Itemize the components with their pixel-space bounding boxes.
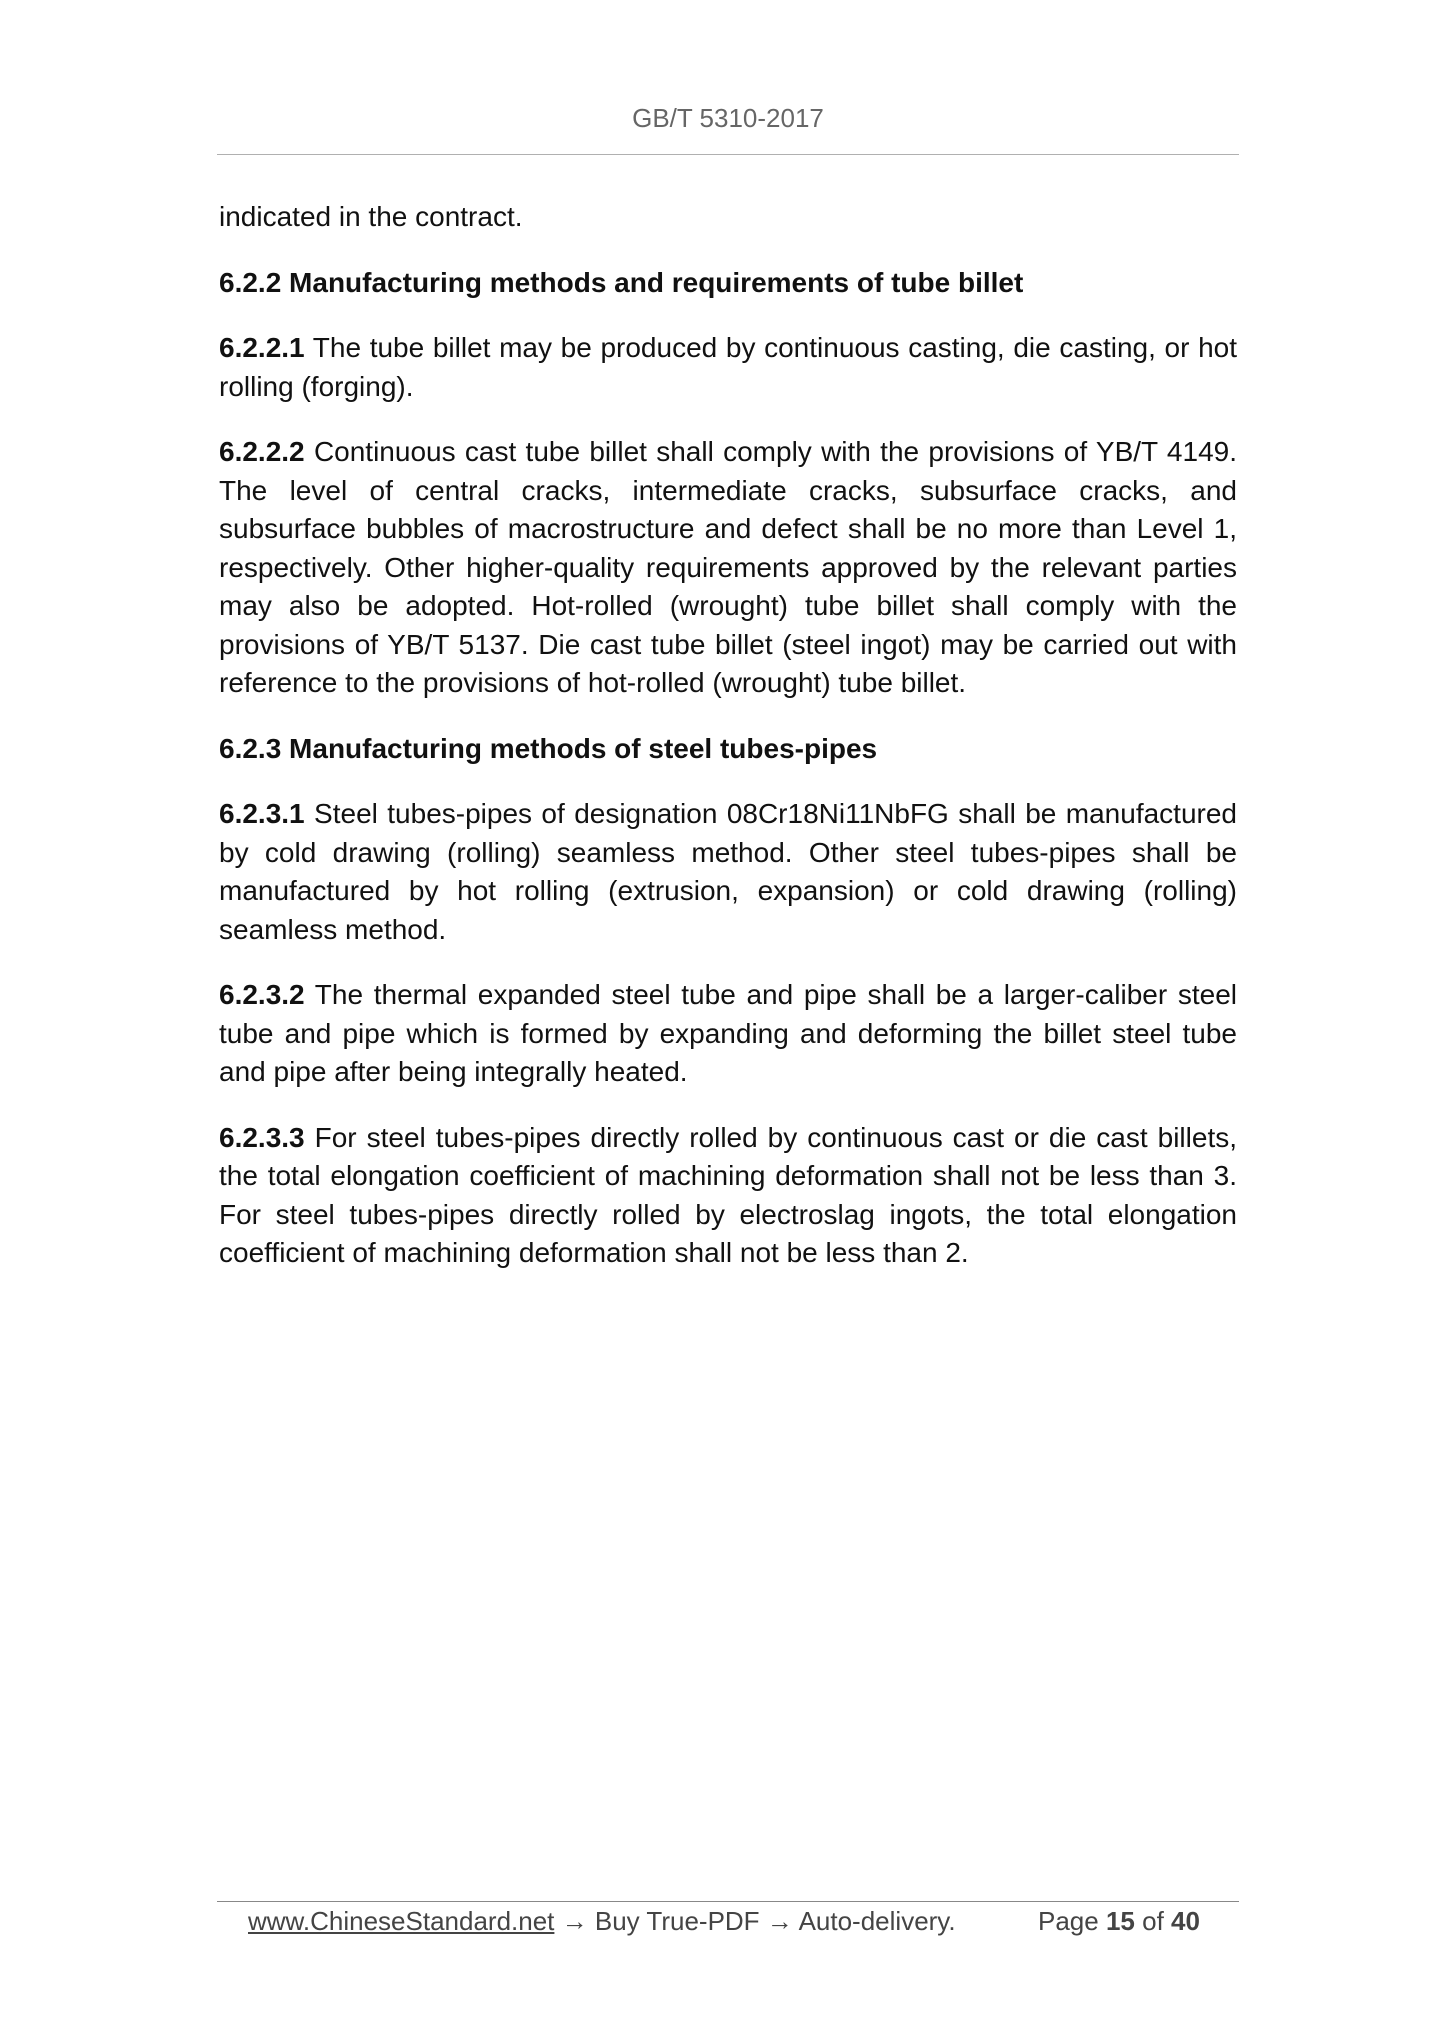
page-of-label: of — [1142, 1906, 1164, 1936]
clause-text: Continuous cast tube billet shall comply with the provisions of YB/T 4149. The level of central cracks, intermediate cracks, subsurface cracks, and subsurface bubbles of macrostructure and defect shall be no more than Level 1, respectively. Other higher-quality requirements approved by the relevant parties may also be adopted. Hot-rolled (wrought) tube billet shall comply with the provisions of YB/T 5137. Die cast tube billet (steel ingot) may be carried out with reference to the provisions of hot-rolled (wrought) tube billet. — [219, 436, 1237, 698]
clause-6-2-2-1 — [219, 329, 1237, 406]
page-label: Page — [1038, 1906, 1099, 1936]
clause-text: Steel tubes-pipes of designation 08Cr18Ni11NbFG shall be manufactured by cold drawing (rolling) seamless method. Other steel tubes-pipes shall be manufactured by hot rolling (extrusion, expansion) or cold drawing (rolling) seamless method. — [219, 798, 1237, 945]
clause-text: For steel tubes-pipes directly rolled by continuous cast or die cast billets, the total elongation coefficient of machining deformation shall not be less than 3. For steel tubes-pipes directly rolled by electroslag ingots, the total elongation coefficient of machining deformation shall not be less than 2. — [219, 1121, 1237, 1268]
page-total: 40 — [1171, 1906, 1200, 1936]
clause-6-2-2-2 — [219, 433, 1237, 703]
website-link[interactable]: www.ChineseStandard.net — [248, 1906, 555, 1936]
clause-text: The tube billet may be produced by continuous casting, die casting, or hot rolling (forging). — [219, 332, 1237, 402]
page-current: 15 — [1105, 1906, 1135, 1936]
section-heading-6-2-3: 6.2.3 Manufacturing methods of steel tubes-pipes — [219, 732, 878, 764]
clause-number: 6.2.3.3 — [219, 1121, 305, 1153]
clause-number: 6.2.3.2 — [219, 979, 305, 1010]
document-body — [219, 198, 1237, 1300]
footer-divider — [217, 1901, 1239, 1902]
header-divider — [217, 154, 1239, 155]
page-footer — [248, 1906, 1228, 1937]
footer-promo-text: → Buy True-PDF → Auto-delivery. — [554, 1906, 956, 1936]
clause-6-2-3-3 — [219, 1119, 1237, 1273]
clause-6-2-3-1 — [219, 795, 1237, 949]
running-header: GB/T 5310-2017 — [632, 103, 824, 133]
clause-6-2-3-2 — [219, 976, 1237, 1092]
clause-number: 6.2.2.1 — [219, 332, 305, 363]
section-heading-6-2-2: 6.2.2 Manufacturing methods and requirements of tube billet — [219, 266, 1024, 298]
clause-number: 6.2.2.2 — [219, 436, 305, 467]
page-indicator — [1038, 1906, 1200, 1937]
intro-paragraph: indicated in the contract. — [219, 201, 523, 232]
clause-text: The thermal expanded steel tube and pipe shall be a larger-caliber steel tube and pipe which is formed by expanding and deforming the billet steel tube and pipe after being integrally heated. — [219, 979, 1237, 1087]
clause-number: 6.2.3.1 — [219, 798, 305, 829]
